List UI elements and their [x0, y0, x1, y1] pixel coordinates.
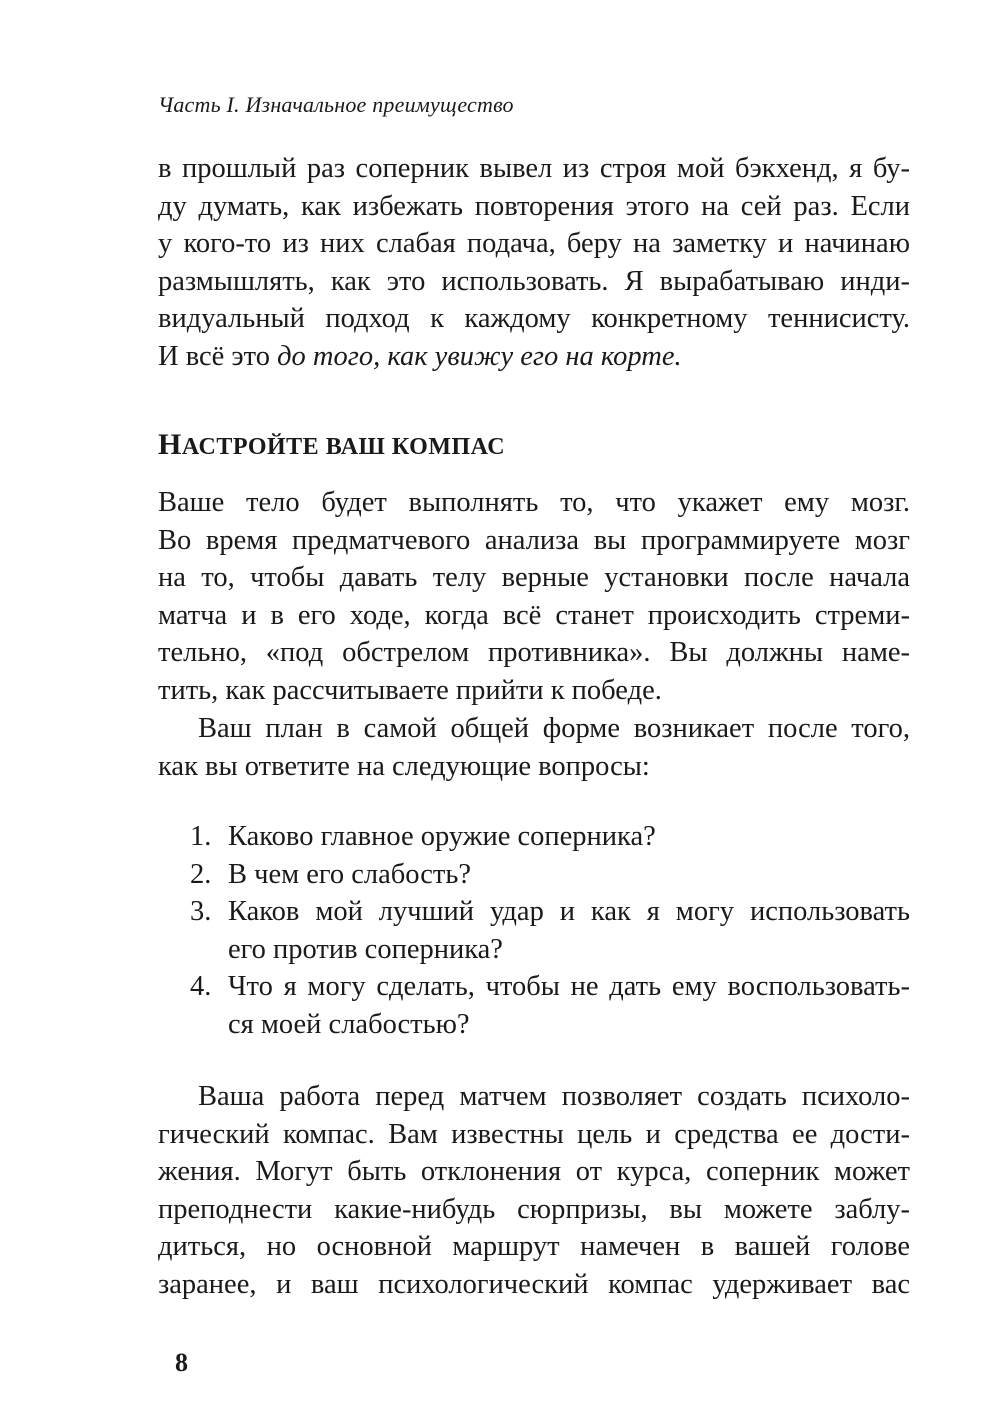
list-item-text: В чем его слабость?	[228, 858, 472, 890]
paragraph-line: жения. Могут быть отклонения от курса, соперник может	[158, 1156, 910, 1188]
list-number: 4.	[190, 971, 212, 1003]
heading-initial: Н	[158, 428, 182, 461]
running-head: Часть I. Изначальное преимущество	[158, 92, 514, 117]
list-item-text: Каков мой лучший удар и как я могу использовать	[228, 896, 910, 928]
list-item	[158, 856, 910, 894]
page-number: 8	[175, 1348, 188, 1377]
italic-emphasis: до того, как увижу его на корте.	[277, 340, 682, 372]
paragraph-line: Ваша работа перед матчем позволяет создать психоло-	[198, 1081, 910, 1112]
paragraph-line: заранее, и ваш психологический компас удерживает вас	[158, 1268, 910, 1300]
list-number: 2.	[190, 858, 212, 890]
paragraph-line: тить, как рассчитываете прийти к победе.	[158, 674, 662, 706]
paragraph-line: Ваше тело будет выполнять то, что укажет ему мозг.	[158, 487, 910, 518]
paragraph-line: Ваш план в самой общей форме возникает после того,	[198, 713, 910, 744]
list-item-text: ся моей слабостью?	[228, 1008, 470, 1040]
paragraph-line: видуальный подход к каждому конкретному теннисисту.	[158, 303, 910, 335]
list-item	[158, 893, 910, 968]
paragraph-line: диться, но основной маршрут намечен в вашей голове	[158, 1231, 910, 1263]
paragraph-line: Во время предматчевого анализа вы программируете мозг	[158, 524, 910, 556]
paragraph-line: тельно, «под обстрелом противника». Вы должны наме-	[158, 637, 910, 669]
paragraph-line: ду думать, как избежать повторения этого на сей раз. Если	[158, 190, 910, 222]
paragraph-line: на то, чтобы давать телу верные установки после начала	[158, 562, 910, 594]
paragraph-line: матча и в его ходе, когда всё станет происходить стреми-	[158, 599, 910, 631]
paragraph-2	[158, 484, 910, 710]
section-heading	[158, 428, 505, 462]
paragraph-line: в прошлый раз соперник вывел из строя мой бэкхенд, я бу-	[158, 153, 910, 184]
list-item	[158, 818, 910, 856]
paragraph-3	[158, 710, 910, 785]
questions-list	[158, 818, 910, 1044]
paragraph-4	[158, 1078, 910, 1304]
paragraph-line	[158, 338, 910, 376]
paragraph-line: у кого-то из них слабая подача, беру на заметку и начинаю	[158, 228, 910, 260]
paragraph-line: преподнести какие-нибудь сюрпризы, вы можете заблу-	[158, 1193, 910, 1225]
paragraph-1	[158, 150, 910, 376]
paragraph-line: размышлять, как это использовать. Я вырабатываю инди-	[158, 265, 910, 297]
paragraph-line: как вы ответите на следующие вопросы:	[158, 750, 650, 782]
list-item	[158, 968, 910, 1043]
list-number: 3.	[190, 896, 212, 928]
plain-text: И всё это	[158, 340, 278, 372]
list-item-text: Каково главное оружие соперника?	[228, 821, 656, 852]
paragraph-line: гический компас. Вам известны цель и средства ее дости-	[158, 1118, 910, 1150]
list-item-text: его против соперника?	[228, 933, 503, 965]
list-item-text: Что я могу сделать, чтобы не дать ему воспользовать-	[228, 971, 910, 1003]
list-number: 1.	[190, 821, 212, 852]
heading-smallcaps: АСТРОЙТЕ ВАШ КОМПАС	[181, 434, 506, 460]
